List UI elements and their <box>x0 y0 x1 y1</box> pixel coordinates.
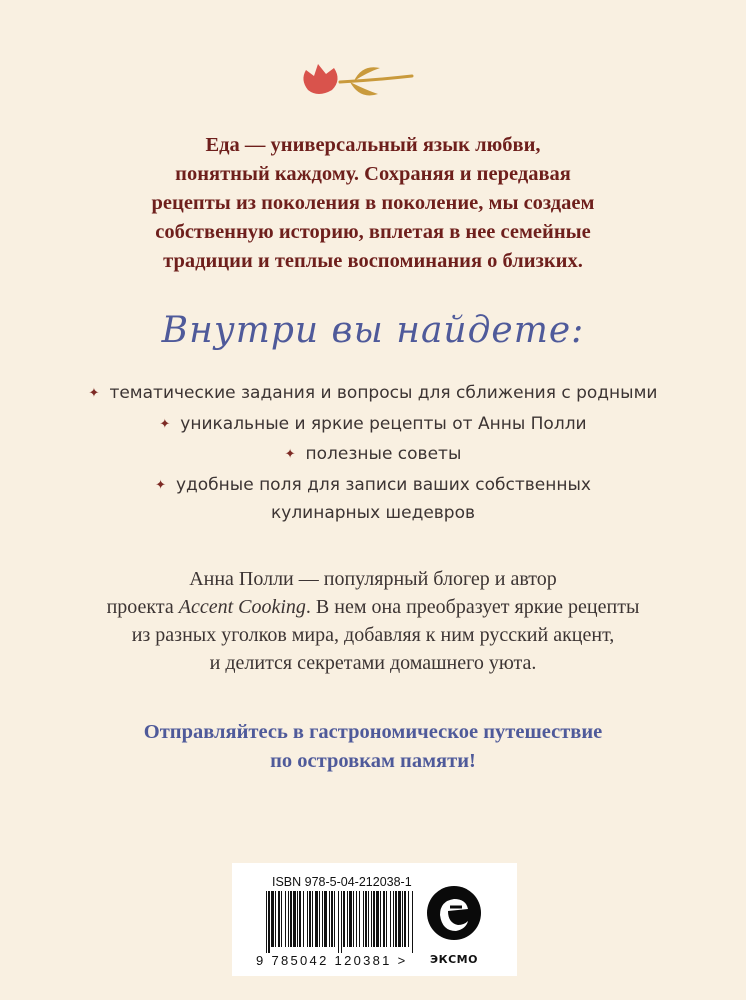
publisher-name: ЭКСМО <box>430 953 478 966</box>
intro-line: понятный каждому. Сохраняя и передавая <box>175 163 571 185</box>
barcode-bar <box>271 891 274 947</box>
barcode-bar <box>380 891 381 947</box>
eksmo-logo-icon <box>426 885 482 941</box>
barcode-bar <box>383 891 385 947</box>
barcode-bar <box>331 891 333 947</box>
barcode-bar <box>322 891 323 947</box>
barcode-bar <box>412 891 413 953</box>
cta-line: по островкам памяти! <box>270 750 476 772</box>
four-point-star-icon: ✦ <box>159 417 171 432</box>
barcode-bar <box>309 891 311 947</box>
isbn-digits: 9 785042 120381 > <box>256 953 408 968</box>
barcode-bar <box>359 891 360 947</box>
barcode-bar <box>341 891 342 953</box>
author-paragraph <box>60 565 686 677</box>
barcode-bar <box>386 891 387 947</box>
four-point-star-icon: ✦ <box>155 478 166 493</box>
barcode-bar <box>329 891 330 947</box>
barcode-bar <box>268 891 270 953</box>
barcode-bar <box>288 891 289 947</box>
barcode-bar <box>393 891 394 947</box>
barcode-bar <box>368 891 369 947</box>
four-point-star-icon: ✦ <box>88 386 100 401</box>
barcode-panel <box>232 863 517 976</box>
intro-line: Еда — универсальный язык любви, <box>205 134 541 156</box>
about-line: из разных уголков мира, добавляя к ним русский акцент, <box>131 624 615 646</box>
isbn-label: ISBN 978-5-04-212038-1 <box>272 875 412 889</box>
call-to-action <box>60 718 686 776</box>
barcode-bar <box>338 891 339 953</box>
inside-heading: Внутри вы найдете: <box>161 310 585 351</box>
feature-text: полезные советы <box>305 444 462 464</box>
barcode-bar <box>319 891 320 947</box>
list-item <box>0 411 746 439</box>
barcode-bar <box>315 891 318 947</box>
list-item <box>0 472 746 526</box>
barcode-bar <box>349 891 352 947</box>
barcode-bar <box>363 891 364 947</box>
list-item <box>0 441 746 469</box>
barcode-bar <box>373 891 375 947</box>
barcode-bar <box>290 891 292 947</box>
four-point-star-icon: ✦ <box>284 447 296 462</box>
tulip-ornament-icon <box>296 58 416 102</box>
barcode-bar <box>365 891 367 947</box>
barcode-bar <box>404 891 406 947</box>
barcode-bar <box>278 891 280 947</box>
intro-line: собственную историю, вплетая в нее семейные <box>155 221 591 243</box>
barcode-bar <box>281 891 282 947</box>
barcode-bar <box>299 891 301 947</box>
about-line: Анна Полли — популярный блогер и автор <box>189 568 557 590</box>
feature-text: уникальные и яркие рецепты от Анны Полли <box>180 414 587 434</box>
barcode-bar <box>324 891 327 947</box>
intro-paragraph <box>100 131 646 276</box>
barcode-bar <box>343 891 345 947</box>
barcode-bar <box>371 891 372 947</box>
about-line: и делится секретами домашнего уюта. <box>209 652 537 674</box>
feature-text: кулинарных шедевров <box>270 503 476 523</box>
intro-line: традиции и теплые воспоминания о близких. <box>163 250 583 272</box>
barcode-bar <box>293 891 296 947</box>
barcode-icon <box>266 891 416 953</box>
barcode-bar <box>353 891 354 947</box>
barcode-bar <box>275 891 276 947</box>
about-text: проекта <box>106 596 179 618</box>
barcode-bar <box>402 891 403 947</box>
cta-line: Отправляйтесь в гастрономическое путешествие <box>143 721 603 743</box>
barcode-bar <box>347 891 348 947</box>
barcode-bar <box>297 891 298 947</box>
barcode-bar <box>285 891 286 947</box>
barcode-bar <box>303 891 304 947</box>
barcode-bar <box>266 891 267 953</box>
barcode-bar <box>307 891 308 947</box>
barcode-bar <box>390 891 391 947</box>
about-text: . В нем она преобразует яркие рецепты <box>305 596 640 618</box>
barcode-bar <box>376 891 379 947</box>
barcode-bar <box>334 891 335 947</box>
barcode-bar <box>356 891 357 947</box>
about-line <box>60 593 686 621</box>
barcode-bar <box>408 891 409 947</box>
feature-text: тематические задания и вопросы для сближения с родными <box>109 383 658 403</box>
project-name: Accent Cooking <box>178 596 306 618</box>
barcode-bar <box>395 891 397 947</box>
barcode-bar <box>398 891 401 947</box>
list-item <box>0 380 746 408</box>
barcode-bar <box>312 891 313 947</box>
intro-line: рецепты из поколения в поколение, мы создаем <box>151 192 595 214</box>
feature-text: удобные поля для записи ваших собственных <box>175 475 591 495</box>
